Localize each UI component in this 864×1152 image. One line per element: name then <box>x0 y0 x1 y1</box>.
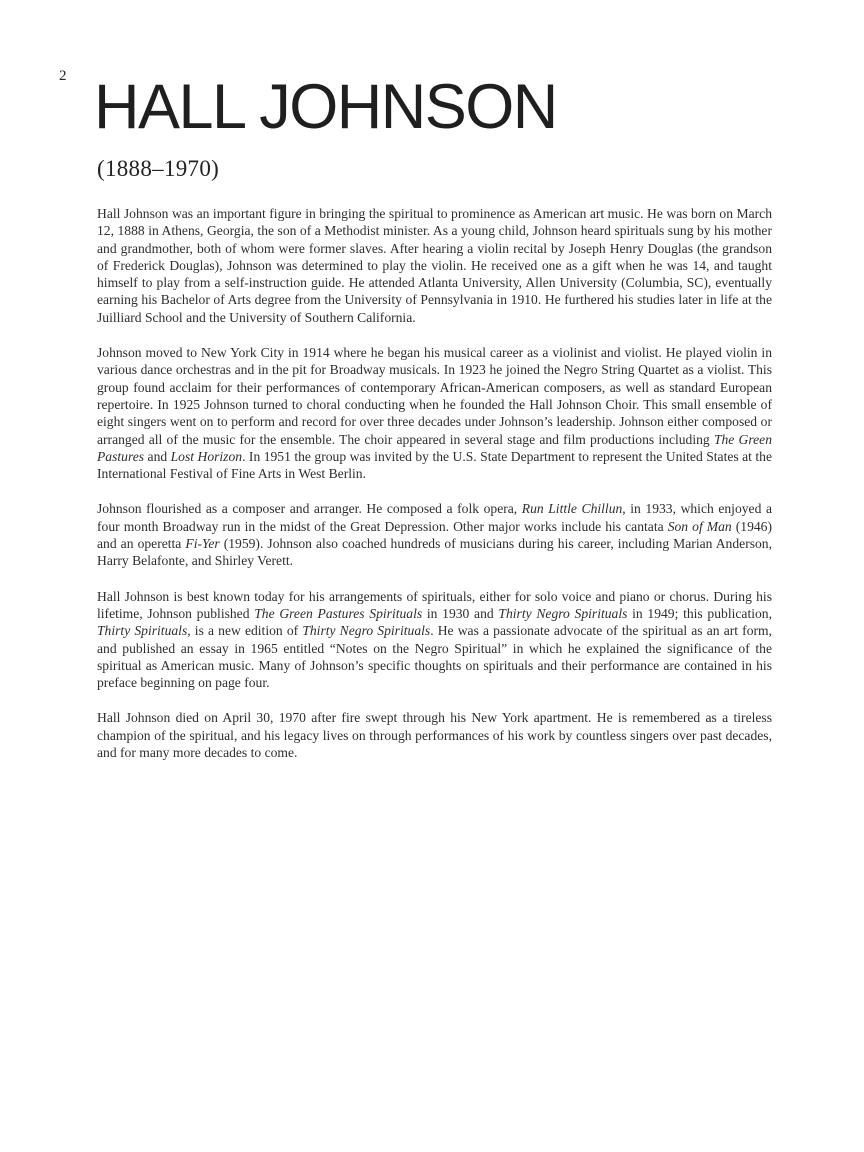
life-dates: (1888–1970) <box>97 156 220 181</box>
bio-paragraph-2: Johnson moved to New York City in 1914 where he began his musical career as a violinist and violist. He played violin in various dance orchestras and in the pit for Broadway musicals. In 1923 he joined the Negro String Quartet as a violist. This group found acclaim for their performances of contemporary African-American composers, as well as standard European repertoire. In 1925 Johnson turned to choral conducting when he founded the Hall Johnson Choir. This small ensemble of eight singers went on to perform and record for over three decades under Johnson’s leadership. Johnson either composed or arranged all of the music for the ensemble. The choir appeared in several stage and film productions including The Green Pastures and Lost Horizon. In 1951 the group was invited by the U.S. State Department to represent the United States at the International Festival of Fine Arts in West Berlin. <box>97 345 772 482</box>
bio-paragraph-5: Hall Johnson died on April 30, 1970 after fire swept through his New York apartment. He is remembered as a tireless champion of the spiritual, and his legacy lives on through performances of his work by countless singers over past decades, and for many more decades to come. <box>97 710 772 761</box>
bio-paragraph-1: Hall Johnson was an important figure in bringing the spiritual to prominence as American art music. He was born on March 12, 1888 in Athens, Georgia, the son of a Methodist minister. As a young child, Johnson heard spirituals sung by his mother and grandmother, both of whom were former slaves. After hearing a violin recital by Joseph Henry Douglas (the grandson of Frederick Douglas), Johnson was determined to play the violin. He received one as a gift when he was 14, and taught himself to play from a self-instruction guide. He attended Atlanta University, Allen University (Columbia, SC), eventually earning his Bachelor of Arts degree from the University of Pennsylvania in 1910. He furthered his studies later in life at the Juilliard School and the University of Southern California. <box>97 206 772 325</box>
page-number: 2 <box>59 68 67 84</box>
biography-text <box>97 205 772 761</box>
page-title: HALL JOHNSON <box>94 72 557 142</box>
bio-paragraph-4: Hall Johnson is best known today for his arrangements of spirituals, either for solo voice and piano or chorus. During his lifetime, Johnson published The Green Pastures Spirituals in 1930 and Thirty Negro Spirituals in 1949; this publication, Thirty Spirituals, is a new edition of Thirty Negro Spirituals. He was a passionate advocate of the spiritual as an art form, and published an essay in 1965 entitled “Notes on the Negro Spiritual” in which he explained the significance of the spiritual as American music. Many of Johnson’s specific thoughts on spirituals and their performance are contained in his preface beginning on page four. <box>97 588 772 691</box>
bio-paragraph-3: Johnson flourished as a composer and arranger. He composed a folk opera, Run Little Chillun, in 1933, which enjoyed a four month Broadway run in the midst of the Great Depression. Other major works include his cantata Son of Man (1946) and an operetta Fi-Yer (1959). Johnson also coached hundreds of musicians during his career, including Marian Anderson, Harry Belafonte, and Shirley Verett. <box>97 501 773 569</box>
page-content <box>94 0 773 779</box>
